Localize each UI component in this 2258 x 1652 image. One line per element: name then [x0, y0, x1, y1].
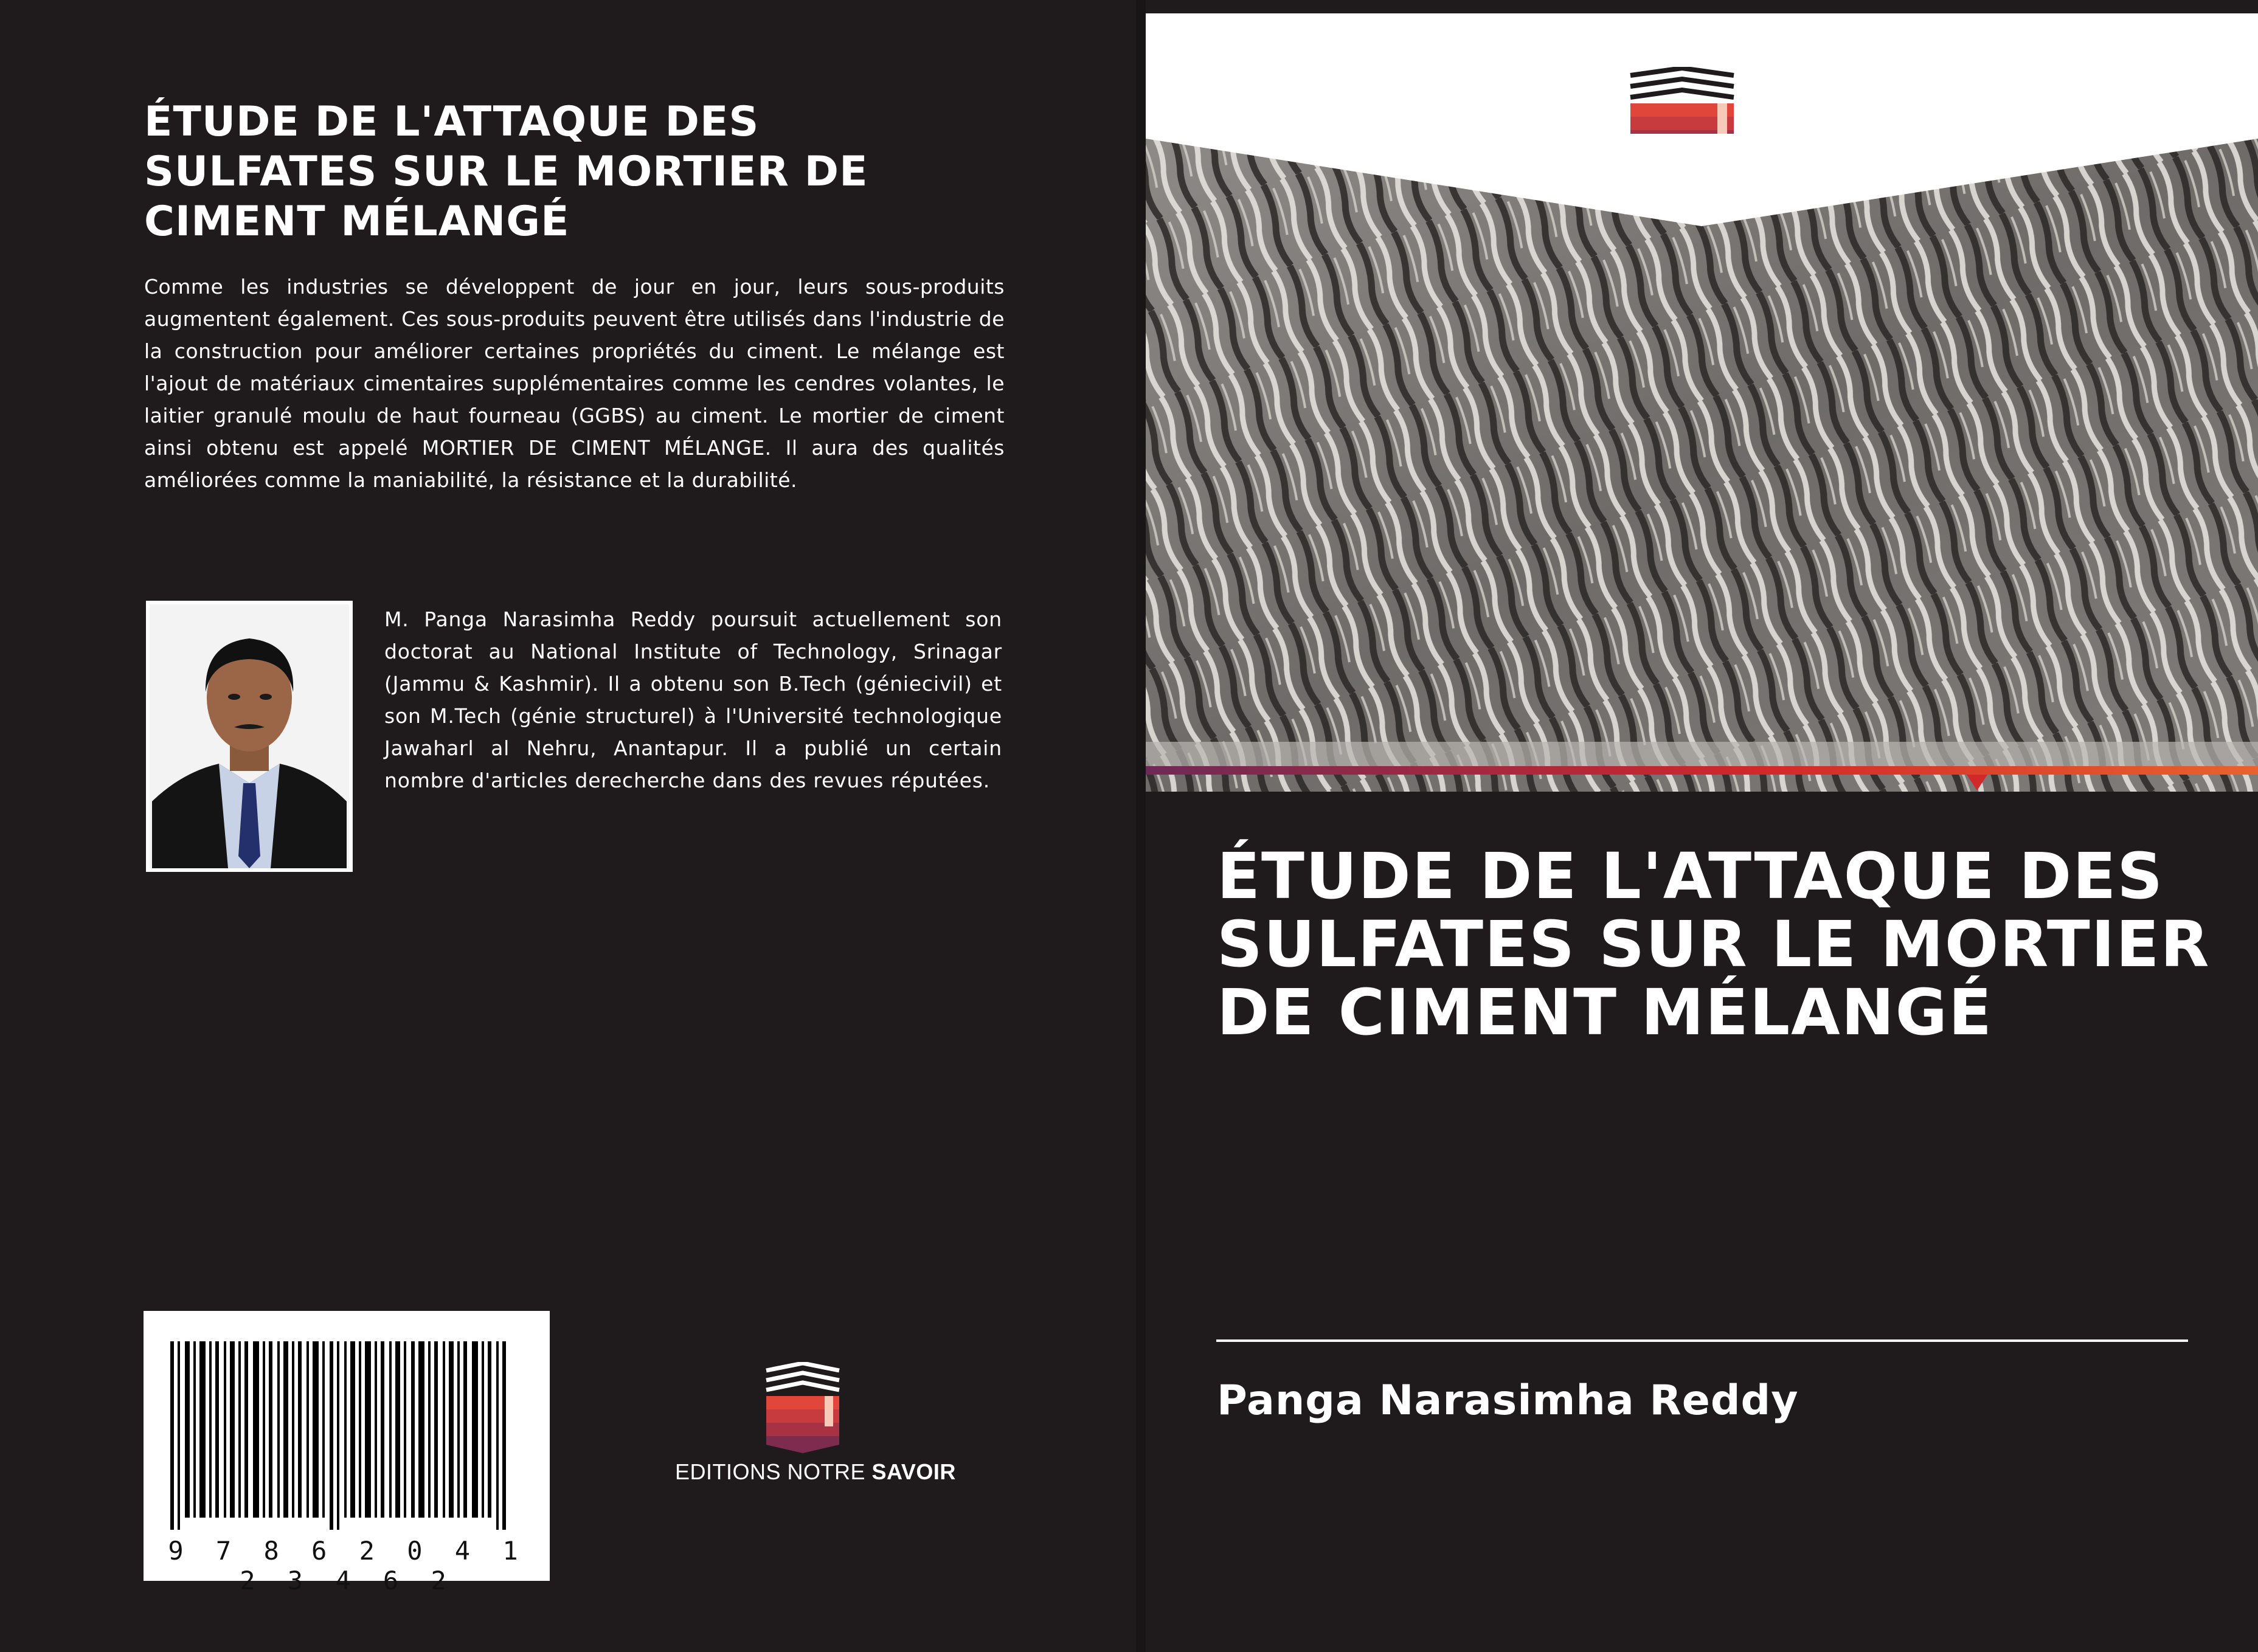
- front-cover-title: ÉTUDE DE L'ATTAQUE DES SULFATES SUR LE MORTIER DE CIMENT MÉLANGÉ: [1217, 839, 2211, 1049]
- book-stack-logo-icon: [675, 1362, 930, 1453]
- publisher-name-light: EDITIONS NOTRE: [675, 1459, 872, 1484]
- title-divider: [1216, 1339, 2188, 1342]
- back-publisher-logo: [675, 1362, 956, 1496]
- author-bio: M. Panga Narasimha Reddy poursuit actuellement son doctorat au National Institute of Technology, Srinagar (Jammu & Kashmir). Il a obtenu son B.Tech (géniecivil) et son M.Tech (génie structurel) à l'Université technologique Jawaharl al Nehru, Anantapur. Il a publié un certain nombre d'articles derecherche dans des revues réputées.: [384, 607, 1002, 792]
- front-cover-author: Panga Narasimha Reddy: [1217, 1377, 1799, 1425]
- barcode-icon: [144, 1311, 550, 1536]
- back-cover-blurb: Comme les industries se développent de jour en jour, leurs sous-produits augmentent également. Ces sous-produits peuvent être utilisés dans l'industrie de la construction pour améliorer certaines propriétés du ciment. Le mélange est l'ajout de matériaux cimentaires supplémentaires comme les cendres volantes, le laitier granulé moulu de haut fourneau (GGBS) au ciment. Le mortier de ciment ainsi obtenu est appelé MORTIER DE CIMENT MÉLANGE. Il aura des qualités améliorées comme la maniabilité, la résistance et la durabilité.: [144, 275, 1005, 492]
- book-spine: [1136, 0, 1146, 1652]
- isbn-barcode: [144, 1311, 550, 1595]
- isbn-number: 9 7 8 6 2 0 4 1 2 3 4 6 2: [168, 1536, 527, 1595]
- publisher-name-bold: SAVOIR: [871, 1459, 956, 1484]
- author-portrait-icon: [146, 601, 353, 872]
- author-photo: [146, 601, 353, 872]
- back-cover-title: ÉTUDE DE L'ATTAQUE DES SULFATES SUR LE MORTIER DE CIMENT MÉLANGÉ: [144, 98, 868, 246]
- eroded-concrete-cover-image: [1146, 134, 2258, 792]
